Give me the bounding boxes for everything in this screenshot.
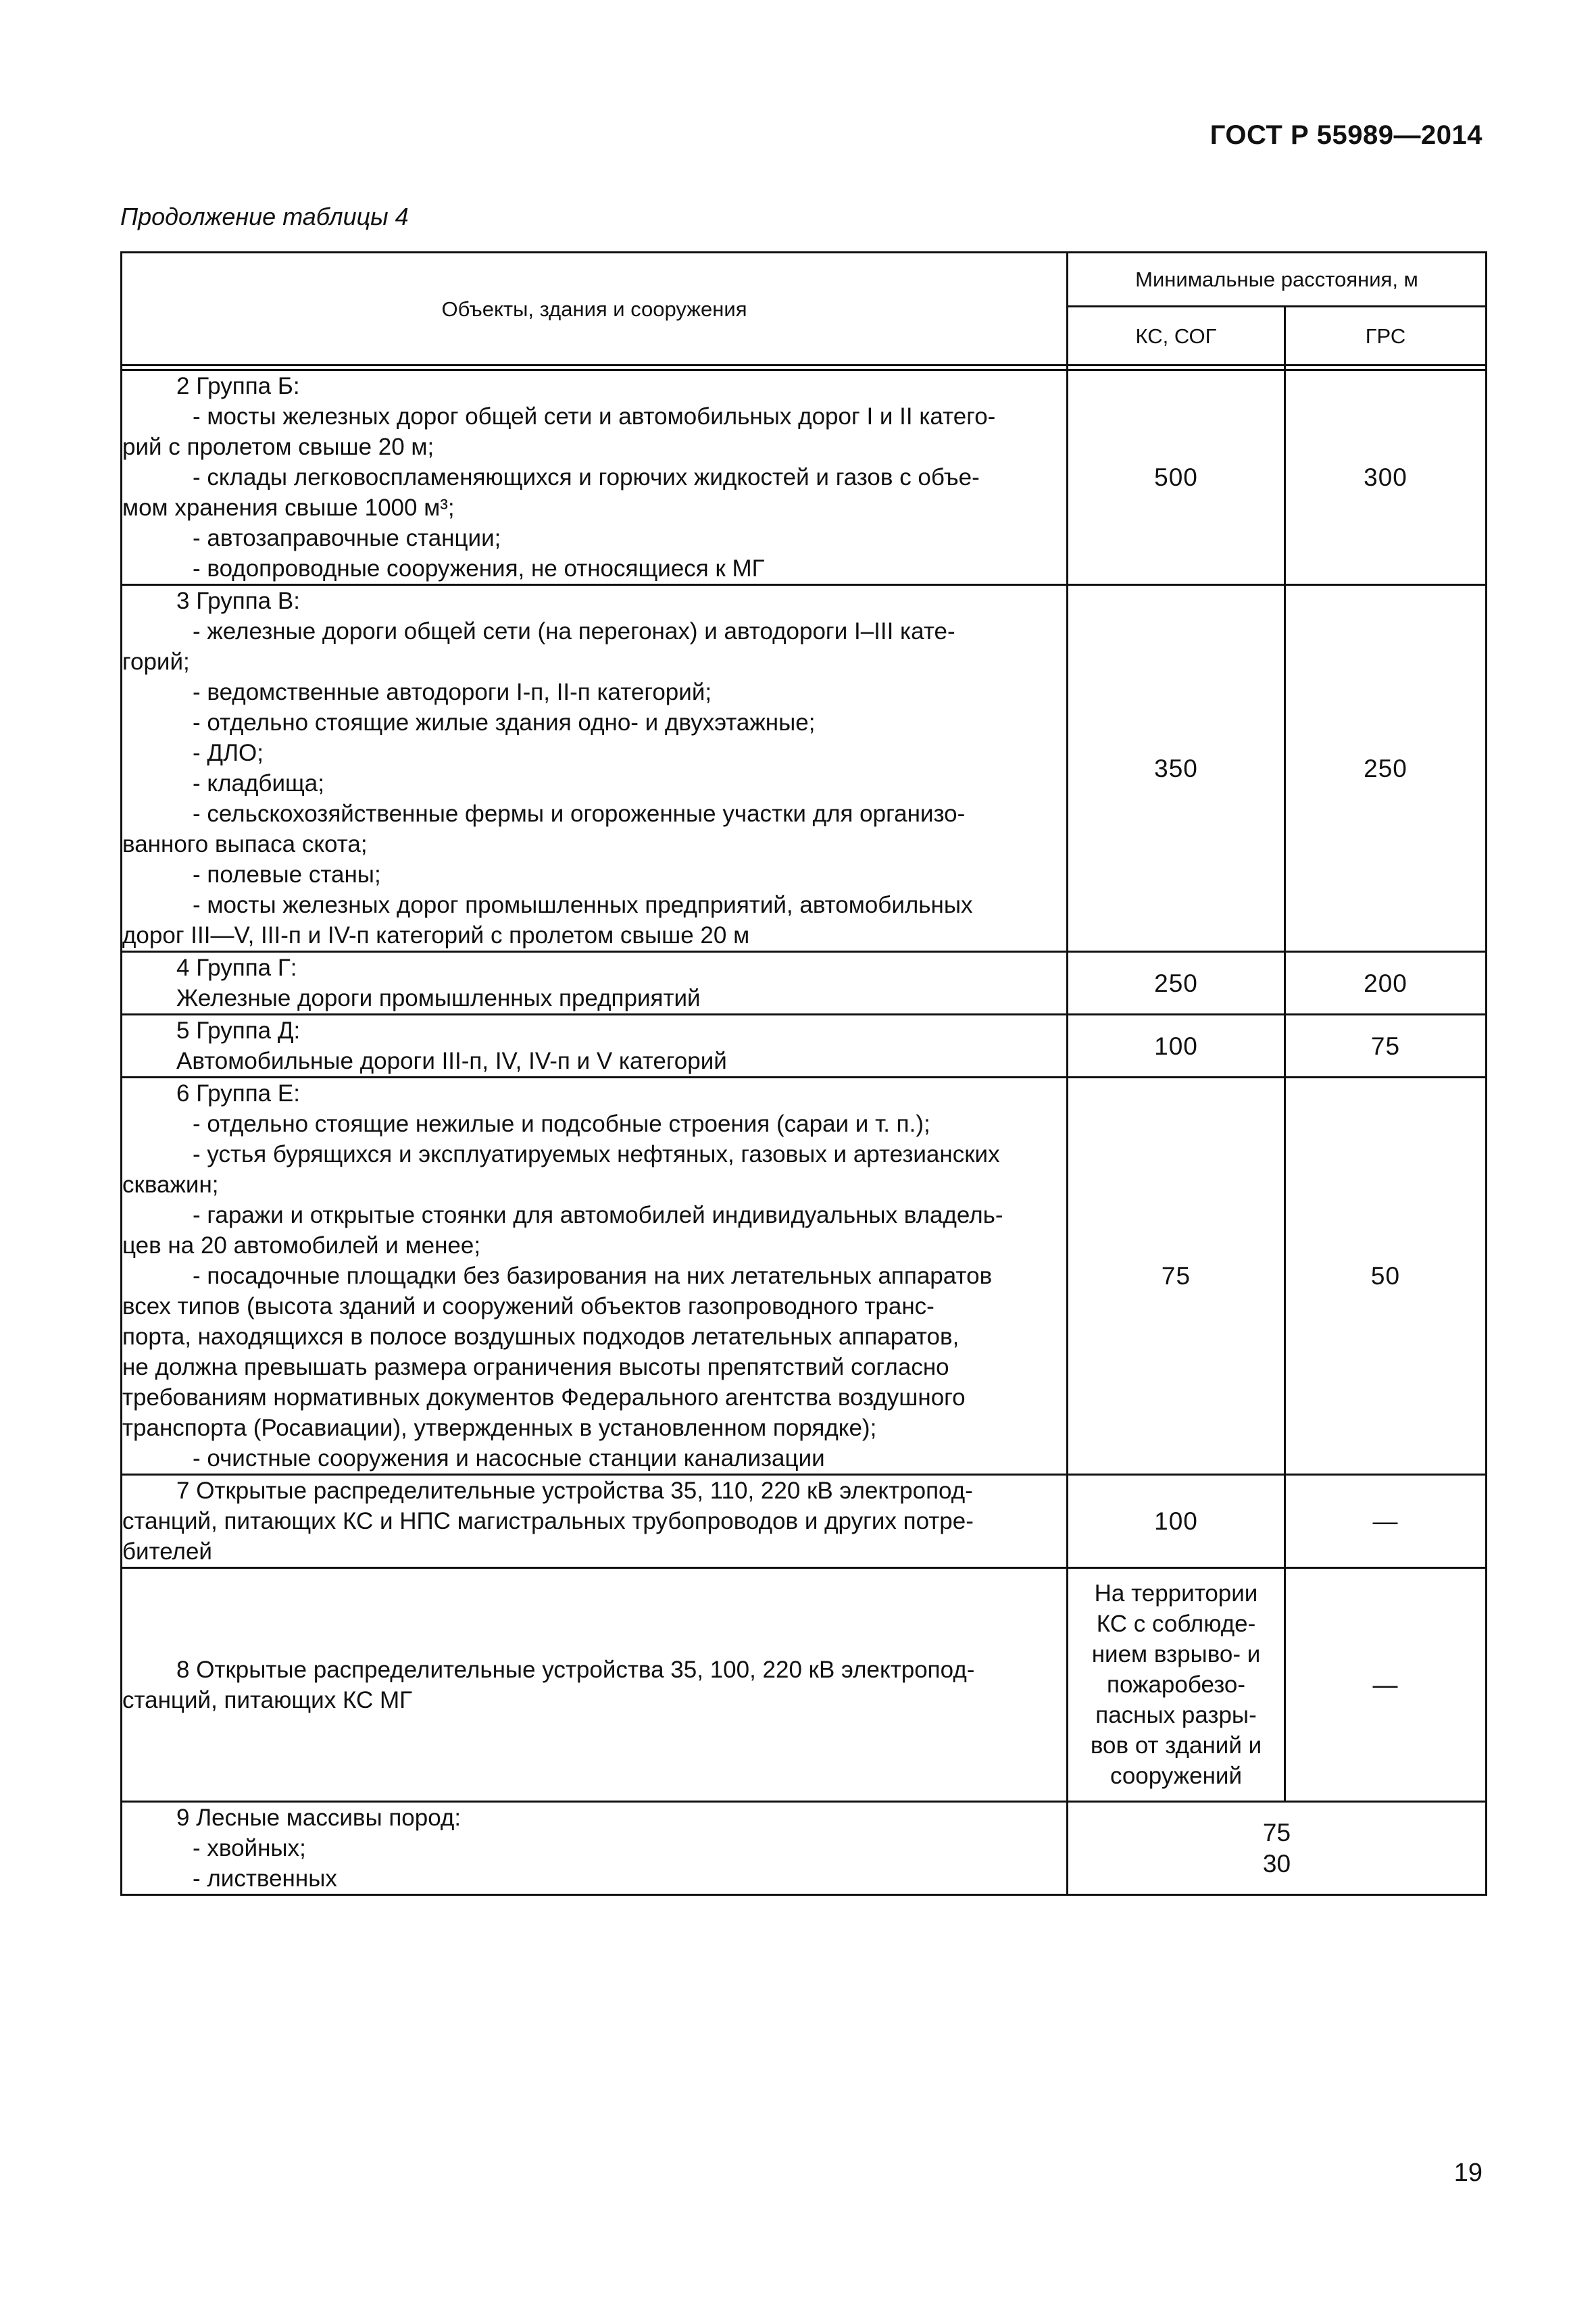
group-title: 6 Группа Е: [176, 1080, 300, 1107]
object-line: - устья бурящихся и эксплуатируемых нефтяных, газовых и артезианских [193, 1141, 1000, 1167]
grs-value: — [1285, 1568, 1487, 1802]
object-line: - лиственных [193, 1865, 337, 1892]
object-line: рий с пролетом свыше 20 м; [122, 434, 434, 460]
object-line: - сельскохозяйственные фермы и огороженные участки для организо- [193, 801, 966, 827]
table-row [122, 1078, 1487, 1475]
table-row [122, 1802, 1487, 1895]
merged-value: 30 [1262, 1849, 1291, 1878]
object-line: - очистные сооружения и насосные станции канализации [193, 1445, 825, 1472]
header-separator [122, 366, 1487, 370]
group-title: 9 Лесные массивы пород: [176, 1805, 462, 1831]
object-cell [122, 952, 1068, 1015]
page-number: 19 [1453, 2159, 1482, 2187]
object-cell [122, 1475, 1068, 1568]
object-line: - полевые станы; [193, 861, 381, 888]
object-line: Железные дороги промышленных предприятий [176, 985, 701, 1011]
object-line: - хвойных; [193, 1835, 306, 1861]
header-ks-sog: КС, СОГ [1068, 307, 1285, 366]
header-grs: ГРС [1285, 307, 1487, 366]
group-title: 4 Группа Г: [176, 955, 297, 981]
grs-value: 50 [1285, 1078, 1487, 1475]
object-cell [122, 370, 1068, 585]
group-title: 2 Группа Б: [176, 373, 300, 399]
object-line: цев на 20 автомобилей и менее; [122, 1232, 481, 1259]
object-cell [122, 1802, 1068, 1895]
table-row [122, 1015, 1487, 1078]
grs-value: — [1285, 1475, 1487, 1568]
object-line: станций, питающих КС МГ [122, 1686, 413, 1713]
group-title: 5 Группа Д: [176, 1017, 301, 1044]
object-line: - мосты железных дорог промышленных предприятий, автомобильных [193, 892, 973, 918]
group-title: 8 Открытые распределительные устройства 35, 100, 220 кВ электропод- [176, 1656, 975, 1683]
object-line: - ДЛО; [193, 740, 264, 766]
ks-sog-value: 75 [1068, 1078, 1285, 1475]
object-line: Автомобильные дороги III-п, IV, IV-п и V категорий [176, 1048, 727, 1074]
table-caption: Продолжение таблицы 4 [120, 203, 409, 230]
ks-sog-value: 100 [1068, 1015, 1285, 1078]
ks-sog-value: 100 [1068, 1475, 1285, 1568]
ks-sog-line: пожаробезо- [1107, 1671, 1245, 1698]
object-line: - кладбища; [193, 770, 324, 797]
ks-sog-value: 500 [1068, 370, 1285, 585]
grs-value: 75 [1285, 1015, 1487, 1078]
table-row [122, 1568, 1487, 1802]
table-row [122, 1475, 1487, 1568]
object-line: скважин; [122, 1172, 219, 1198]
object-line: - автозаправочные станции; [193, 525, 501, 551]
table-row [122, 370, 1487, 585]
ks-sog-line: КС с соблюде- [1096, 1611, 1256, 1637]
object-line: - посадочные площадки без базирования на них летательных аппаратов [193, 1263, 993, 1289]
merged-value: 75 [1262, 1818, 1291, 1846]
object-line: горий; [122, 649, 190, 675]
ks-sog-value [1068, 1568, 1285, 1802]
table-row [122, 585, 1487, 952]
distance-table [120, 251, 1487, 1896]
header-objects: Объекты, здания и сооружения [122, 253, 1068, 366]
table-body [122, 366, 1487, 1895]
grs-value: 300 [1285, 370, 1487, 585]
ks-sog-line: вов от зданий и [1090, 1732, 1262, 1759]
object-line: - ведомственные автодороги I-п, II-п категорий; [193, 679, 712, 705]
object-line: - водопроводные сооружения, не относящиеся к МГ [193, 555, 765, 582]
ks-sog-value: 250 [1068, 952, 1285, 1015]
object-line: не должна превышать размера ограничения высоты препятствий согласно [122, 1354, 949, 1380]
object-line: бителей [122, 1538, 212, 1565]
merged-value-cell [1068, 1802, 1487, 1895]
table-row [122, 952, 1487, 1015]
ks-sog-line: сооружений [1109, 1763, 1243, 1789]
object-cell [122, 1078, 1068, 1475]
object-cell [122, 1015, 1068, 1078]
object-line: станций, питающих КС и НПС магистральных трубопроводов и других потре- [122, 1508, 974, 1534]
ks-sog-value: 350 [1068, 585, 1285, 952]
object-line: - мосты железных дорог общей сети и автомобильных дорог I и II катего- [193, 403, 996, 430]
object-line: - склады легковоспламеняющихся и горючих жидкостей и газов с объе- [193, 464, 980, 491]
object-line: транспорта (Росавиации), утвержденных в установленном порядке); [122, 1415, 877, 1441]
object-line: мом хранения свыше 1000 м³; [122, 495, 455, 521]
ks-sog-line: нием взрыво- и [1091, 1641, 1261, 1667]
object-line: порта, находящихся в полосе воздушных подходов летательных аппаратов, [122, 1324, 959, 1350]
ks-sog-line: пасных разры- [1095, 1702, 1257, 1728]
object-line: требованиям нормативных документов Федерального агентства воздушного [122, 1384, 966, 1411]
group-title: 3 Группа В: [176, 588, 300, 614]
object-line: дорог III—V, III-п и IV-п категорий с пролетом свыше 20 м [122, 922, 750, 949]
object-cell [122, 1568, 1068, 1802]
object-line: - отдельно стоящие жилые здания одно- и двухэтажные; [193, 709, 816, 736]
object-line: - отдельно стоящие нежилые и подсобные строения (сараи и т. п.); [193, 1111, 930, 1137]
object-line: ванного выпаса скота; [122, 831, 368, 857]
object-line: - железные дороги общей сети (на перегонах) и автодороги I–III кате- [193, 618, 955, 645]
document-code: ГОСТ Р 55989—2014 [1210, 120, 1482, 150]
object-cell [122, 585, 1068, 952]
grs-value: 250 [1285, 585, 1487, 952]
header-min-distances: Минимальные расстояния, м [1068, 253, 1487, 307]
ks-sog-line: На территории [1094, 1580, 1258, 1607]
object-line: всех типов (высота зданий и сооружений объектов газопроводного транс- [122, 1293, 934, 1319]
grs-value: 200 [1285, 952, 1487, 1015]
group-title: 7 Открытые распределительные устройства 35, 110, 220 кВ электропод- [176, 1478, 973, 1504]
object-line: - гаражи и открытые стоянки для автомобилей индивидуальных владель- [193, 1202, 1003, 1228]
